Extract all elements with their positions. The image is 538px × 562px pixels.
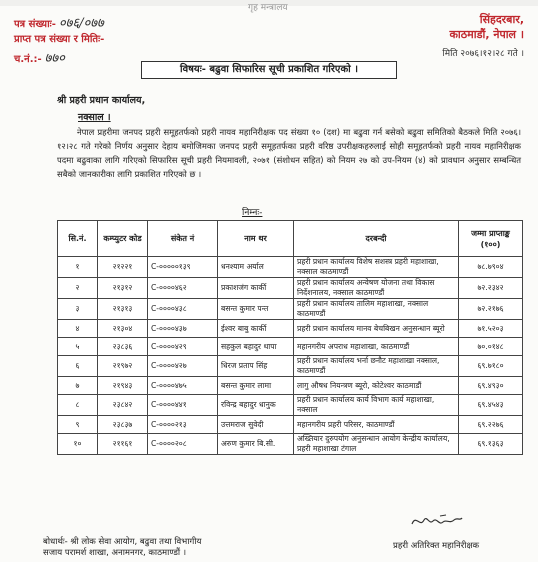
body-paragraph: नेपाल प्रहरीमा जनपद प्रहरी समूहतर्फको प्रहरी नायव महानिरीक्षक पद संख्या १० (दश) मा बढुवा गर्न बसेको बढुवा समितिको बैठकले मिति २०७६।१२।२८ गते गरेको निर्णय अनुसार देहाय बमोजिमका जनपद प्रहरी समूहतर्फका प्रहरी वरिष्ठ उपरीक्षकहरुलाई सोही समूहतर्फको प्रहरी नायव महानिरीक्षक पदमा बढुवाका लागि गरिएको सिफारिस सूची प्रहरी नियमावली, २०७१ (संशोधन सहित) को नियम २७ को उप-नियम (४) को प्रावधान अनुसार सम्बन्धित सबैको जानकारीका लागि प्रकाशित गरिएको छ । [57, 127, 521, 179]
signer-designation: प्रहरी अतिरिक्त महानिरीक्षक [393, 541, 480, 551]
col-header-computer-code: कम्प्युटर कोड [98, 221, 148, 257]
col-header-name: नाम थर [218, 221, 294, 257]
cell-score: ६९.४५४३ [459, 395, 523, 416]
cell-symbol: C-००००४२९ [148, 338, 218, 356]
cell-serial: ९ [58, 416, 98, 434]
cell-name: धनश्याम अर्याल [218, 257, 294, 278]
signature-icon [410, 512, 464, 530]
cell-serial: १ [58, 257, 98, 278]
addressee-office: श्री प्रहरी प्रधान कार्यालय, [57, 95, 146, 106]
cell-serial: २ [58, 278, 98, 299]
table-row [58, 416, 523, 434]
cell-code: २१३१३ [98, 299, 148, 320]
crest-label: गृह मन्त्रालय [248, 3, 288, 13]
cell-code: २१२२१ [98, 257, 148, 278]
table-row [58, 395, 523, 416]
recommendation-table [57, 220, 523, 455]
cell-name: सहकुल बहादुर थापा [218, 338, 294, 356]
cell-code: २१३०४ [98, 320, 148, 338]
cell-name: ईश्वर बाबु कार्की [218, 320, 294, 338]
cell-symbol: C-००००२१३ [148, 416, 218, 434]
cell-symbol: C-००००४७५ [148, 377, 218, 395]
cell-posting: प्रहरी प्रधान कार्यालय तालिम महाशाखा, नक्साल काठमाण्डौं [294, 299, 459, 320]
cell-name: धिरज प्रताप सिंह [218, 356, 294, 377]
cell-score: ६९.१३६३ [459, 434, 523, 455]
col-header-posting: दरबन्दी [294, 221, 459, 257]
cell-serial: ३ [58, 299, 98, 320]
office-city: काठमाडौं, नेपाल । [449, 28, 524, 41]
cell-code: २१९७२ [98, 356, 148, 377]
received-line: प्राप्त पत्र संख्या र मितिः- [14, 34, 105, 45]
cell-score: ६९.२२७६ [459, 416, 523, 434]
table-row [58, 377, 523, 395]
cell-name: बसन्त कुमार पन्त [218, 299, 294, 320]
cell-symbol: C-००००४३८ [148, 299, 218, 320]
table-header-row [58, 221, 523, 257]
col-header-symbol-no: संकेत नं [148, 221, 218, 257]
cell-symbol: C-००००२०८ [148, 434, 218, 455]
table-row [58, 299, 523, 320]
cell-posting: प्रहरी प्रधान कार्यालय मानव बेचबिखन अनुसन्धान ब्यूरो [294, 320, 459, 338]
cell-code: २११६१ [98, 434, 148, 455]
cell-code: २३८३६ [98, 338, 148, 356]
dispatch-value: ७७० [44, 51, 65, 66]
letter-number-label: पत्र संख्याः- [14, 19, 56, 30]
dispatch-line [14, 48, 65, 66]
table-row [58, 338, 523, 356]
cc-line-2: सजाय परामर्श शाखा, अनामनगर, काठमाण्डौं । [43, 548, 187, 558]
cell-serial: ६ [58, 356, 98, 377]
cell-score: ६९.७१८० [459, 356, 523, 377]
list-heading: निम्नः- [242, 208, 263, 218]
cell-serial: ७ [58, 377, 98, 395]
cc-line-1: बोधार्थः- श्री लोक सेवा आयोग, बढुवा तथा विभागीय [43, 537, 202, 547]
cell-posting: अख्तियार दुरुपयोग अनुसन्धान आयोग केन्द्रीय कार्यालय, प्रहरी महाशाखा टंगाल [294, 434, 459, 455]
cell-posting: लागु औषध नियन्त्रण ब्यूरो, कोटेश्वर काठमाडौं [294, 377, 459, 395]
cell-symbol: C-००००४२७ [148, 356, 218, 377]
cell-posting: प्रहरी प्रधान कार्यालय विशेष सशस्त्र प्रहरी महाशाखा, नक्साल काठमाण्डौं [294, 257, 459, 278]
cell-name: अरुण कुमार बि.सी. [218, 434, 294, 455]
letter-date: मिति २०७६।१२।२८ गते । [442, 49, 524, 59]
cell-posting: प्रहरी प्रधान कार्यालय कार्य विभाग कार्य महाशाखा, नक्साल [294, 395, 459, 416]
cell-symbol: C-००००४३७ [148, 320, 218, 338]
table-row [58, 257, 523, 278]
cell-posting: महानगरीय अपराध महाशाखा, काठमाण्डौं [294, 338, 459, 356]
cell-code: २१३१२ [98, 278, 148, 299]
addressee-location: नक्साल । [78, 112, 111, 123]
table-row [58, 320, 523, 338]
cell-serial: ५ [58, 338, 98, 356]
cell-score: ७०.०१४८ [459, 338, 523, 356]
cell-score: ७८.७९०४ [459, 257, 523, 278]
cell-posting: प्रहरी प्रधान कार्यालय भर्ना छनौट महाशाखा नक्साल, काठमाण्डौं [294, 356, 459, 377]
cell-score: ७२.२३४२ [459, 278, 523, 299]
cell-name: प्रकाशजंग कार्की [218, 278, 294, 299]
cell-posting: महानगरीय प्रहरी परिसर, काठमाण्डौं [294, 416, 459, 434]
cell-serial: ४ [58, 320, 98, 338]
cell-name: उत्तमराज सुवेदी [218, 416, 294, 434]
cell-code: २१९४३ [98, 377, 148, 395]
cell-symbol: C-००००४६२ [148, 278, 218, 299]
cell-score: ७२.२१७६ [459, 299, 523, 320]
cell-name: रविन्द्र बहादुर धानुक [218, 395, 294, 416]
col-header-total-score: जम्मा प्राप्ताङ्क (१००) [459, 221, 523, 257]
cell-score: ७१.५२०३ [459, 320, 523, 338]
cell-symbol: C-०००००१३९ [148, 257, 218, 278]
cell-code: २३८४२ [98, 395, 148, 416]
table-row [58, 356, 523, 377]
letter-number-line [14, 13, 104, 31]
office-place: सिंहदरबार, [479, 13, 524, 26]
cell-posting: प्रहरी प्रधान कार्यालय अन्वेषण योजना तथा विकास निर्देशनालय, नक्साल काठमाण्डौं [294, 278, 459, 299]
cc-block [43, 537, 201, 559]
cell-symbol: C-००००४४१ [148, 395, 218, 416]
subject-box: विषयः- बढुवा सिफारिस सूची प्रकाशित गरिएको । [141, 61, 397, 79]
cell-name: बसन्त कुमार लामा [218, 377, 294, 395]
cell-serial: १० [58, 434, 98, 455]
dispatch-label: च.नं.:- [14, 54, 42, 65]
cell-score: ६९.४९३० [459, 377, 523, 395]
table-row [58, 278, 523, 299]
cell-serial: ८ [58, 395, 98, 416]
table-row [58, 434, 523, 455]
col-header-serial: सि.नं. [58, 221, 98, 257]
letter-number-value: ०७६/०७७ [58, 16, 104, 31]
cell-code: २३८३७ [98, 416, 148, 434]
